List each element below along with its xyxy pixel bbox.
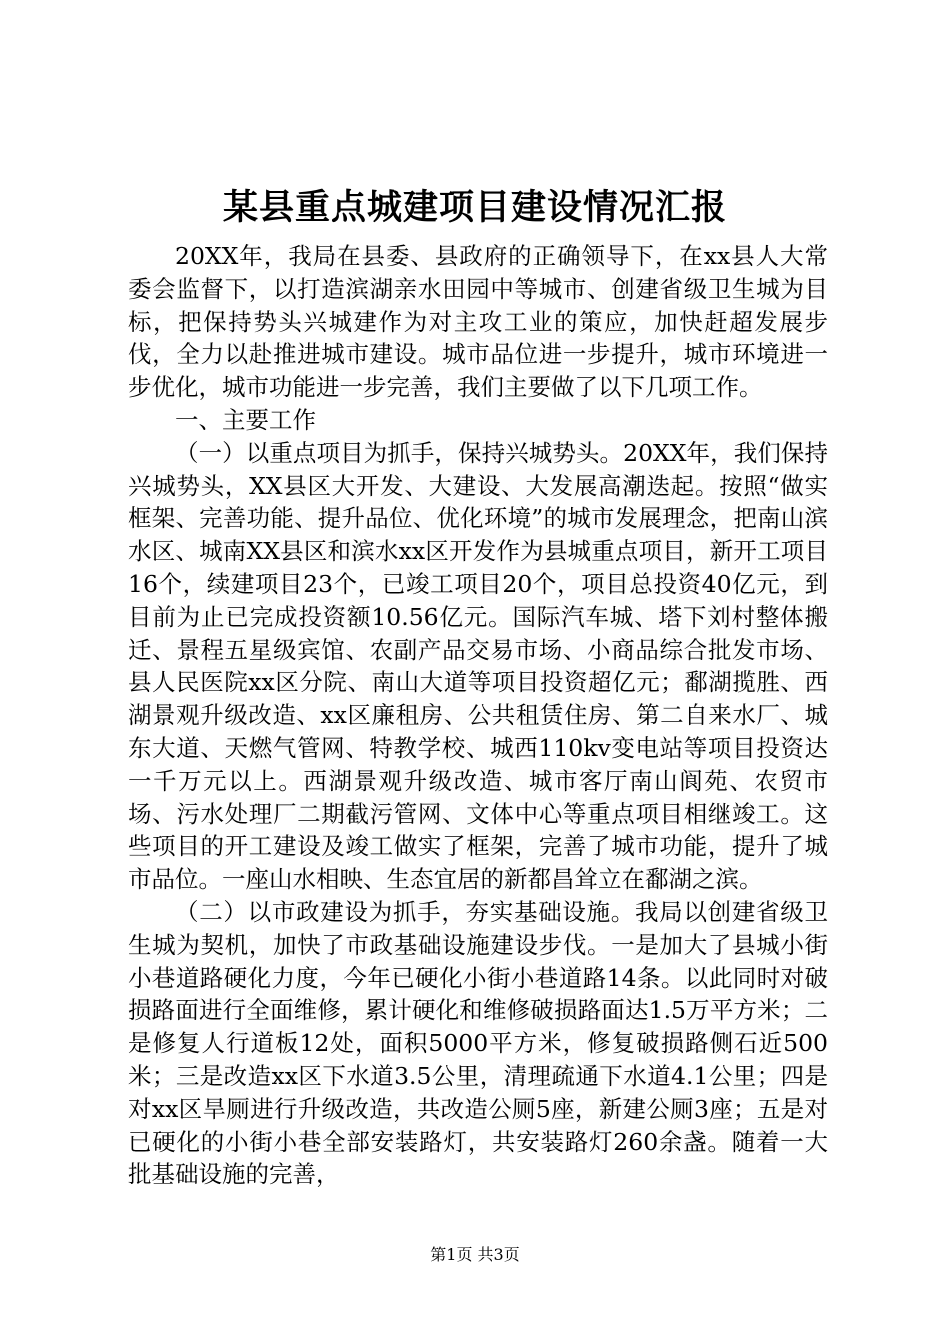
intro-paragraph: 20XX年，我局在县委、县政府的正确领导下，在xx县人大常委会监督下，以打造滨湖亲水田园中等城市、创建省级卫生城为目标，把保持势头兴城建作为对主攻工业的策应，加快赶超发展步伐，全力以赴推进城市建设。城市品位进一步提升，城市环境进一步优化，城市功能进一步完善，我们主要做了以下几项工作。	[128, 242, 828, 402]
document-title: 某县重点城建项目建设情况汇报	[222, 187, 727, 228]
section-paragraph-2: （二）以市政建设为抓手，夯实基础设施。我局以创建省级卫生城为契机，加快了市政基础设施建设步伐。一是加大了县城小街小巷道路硬化力度，今年已硬化小街小巷道路14条。以此同时对破损路面进行全面维修，累计硬化和维修破损路面达1.5万平方米；二是修复人行道板12处，面积5000平方米，修复破损路侧石近500米；三是改造xx区下水道3.5公里，清理疏通下水道4.1公里；四是对xx区旱厕进行升级改造，共改造公厕5座，新建公厕3座；五是对已硬化的小街小巷全部安装路灯，共安装路灯260余盏。随着一大批基础设施的完善，	[128, 897, 828, 1189]
page-footer: 第1页 共3页	[430, 1245, 520, 1264]
section-heading: 一、主要工作	[175, 405, 316, 434]
section-paragraph-1: （一）以重点项目为抓手，保持兴城势头。20XX年，我们保持兴城势头，XX县区大开发、大建设、大发展高潮迭起。按照“做实框架、完善功能、提升品位、优化环境”的城市发展理念，把南山滨水区、城南XX县区和滨水xx区开发作为县城重点项目，新开工项目16个，续建项目23个，已竣工项目20个，项目总投资40亿元，到目前为止已完成投资额10.56亿元。国际汽车城、塔下刘村整体搬迁、景程五星级宾馆、农副产品交易市场、小商品综合批发市场、县人民医院xx区分院、南山大道等项目投资超亿元；鄱湖揽胜、西湖景观升级改造、xx区廉租房、公共租赁住房、第二自来水厂、城东大道、天燃气管网、特教学校、城西110kv变电站等项目投资达一千万元以上。西湖景观升级改造、城市客厅南山阆苑、农贸市场、污水处理厂二期截污管网、文体中心等重点项目相继竣工。这些项目的开工建设及竣工做实了框架，完善了城市功能，提升了城市品位。一座山水相映、生态宜居的新都昌耸立在鄱湖之滨。	[128, 438, 828, 894]
document-body	[128, 240, 828, 1191]
